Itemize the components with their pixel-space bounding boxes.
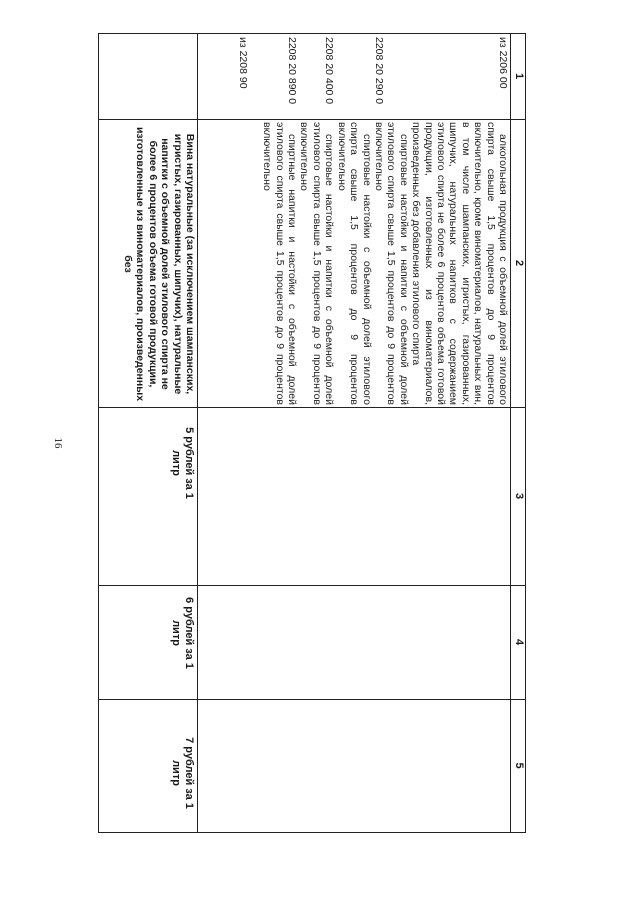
rotated-table-frame (98, 33, 640, 809)
code-item: 2208 20 400 0 (323, 37, 335, 105)
header-divider (510, 33, 511, 833)
table-left-border (98, 33, 526, 34)
description-item: алкогольная продукция с объемной долей этилового спирта свыше 1,5 процентов до 9 процентов включительно, кроме виноматериалов, натуральных вин, в том числе шампанских, игристых, газированных, шипучих, натуральных напитков с содержанием этилового спирта не более 6 процентов объема готовой продукции, изготовленных из виноматериалов, произведенных без добавления этилового спирта (410, 122, 509, 405)
column-divider-2-3 (98, 407, 526, 408)
description-block (199, 122, 509, 405)
column-divider-3-4 (98, 585, 526, 586)
column-header-3: 3 (513, 492, 525, 500)
column-header-4: 4 (513, 638, 525, 646)
column-header-2: 2 (513, 259, 525, 267)
description-item: спиртные напитки и настойки с объемной долей этилового спирта свыше 1,5 процентов до 9 процентов включительно (261, 122, 299, 405)
table-right-border (98, 832, 526, 833)
column-header-5: 5 (513, 762, 525, 769)
category-title: Вина натуральные (за исключением шампанских, игристых, газированных, шипучих), натуральные напитки с объемной долей этилового спирта не более 6 процентов объема готовой продукции, изготовленные из виноматериалов, произведенных без (121, 126, 196, 402)
rate-column-4: 6 рублей за 1 литр (170, 597, 195, 669)
code-item: 2208 20 890 0 (286, 37, 298, 105)
code-item: из 2206 00 (497, 37, 509, 89)
row-divider (197, 33, 198, 833)
column-header-1: 1 (513, 72, 525, 80)
description-item: спиртовые настойки и напитки с объемной долей этилового спирта свыше 1,5 процентов до 9 процентов включительно (372, 122, 410, 405)
rate-column-5: 7 рублей за 1 литр (170, 737, 195, 809)
description-item: спиртовые настойки и напитки с объемной долей этилового спирта свыше 1,5 процентов до 9 процентов включительно (298, 122, 336, 405)
page-number: 16 (52, 437, 64, 449)
table-bottom-border (98, 33, 99, 833)
tax-rate-table (98, 33, 526, 833)
description-item: спиртовые настойки с объемной долей этилового спирта свыше 1,5 процентов до 9 процентов включительно (335, 122, 373, 405)
rate-column-3: 5 рублей за 1 литр (170, 427, 195, 499)
column-divider-4-5 (98, 699, 526, 700)
code-item: из 2208 90 (237, 37, 249, 89)
code-item: 2208 20 290 0 (373, 37, 385, 105)
column-divider-1-2 (98, 119, 526, 120)
